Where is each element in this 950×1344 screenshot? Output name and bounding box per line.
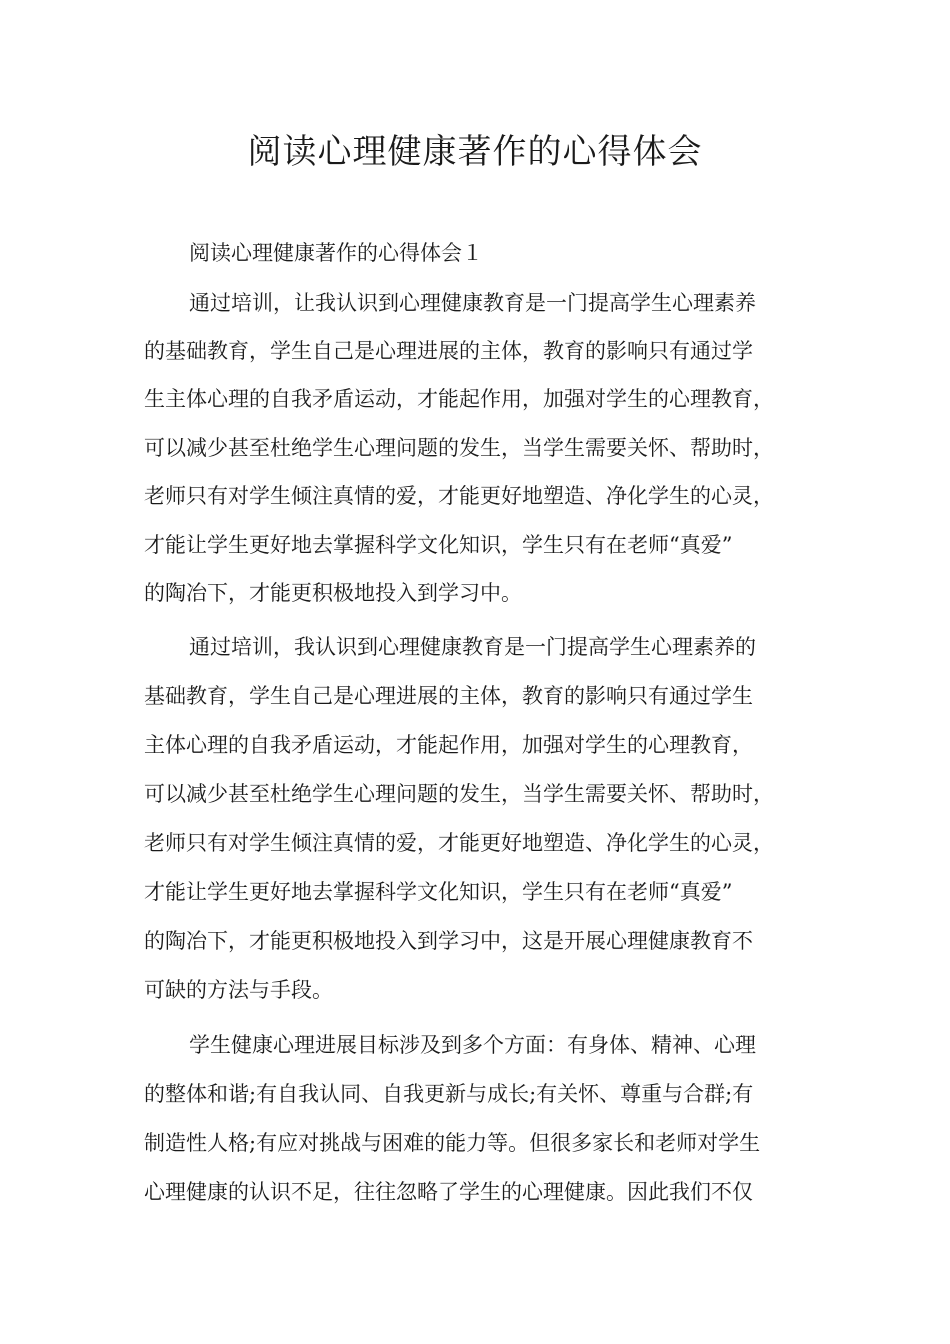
paragraph-2-line-4: 可以减少甚至杜绝学生心理问题的发生，当学生需要关怀、帮助时， — [144, 782, 774, 806]
paragraph-2-line-7: 的陶冶下，才能更积极地投入到学习中，这是开展心理健康教育不 — [144, 929, 753, 953]
paragraph-1-line-1: 通过培训，让我认识到心理健康教育是一门提高学生心理素养 — [189, 291, 756, 315]
paragraph-2-line-6: 才能让学生更好地去掌握科学文化知识，学生只有在老师“真爱” — [144, 880, 733, 904]
paragraph-2-line-8: 可缺的方法与手段。 — [144, 978, 333, 1002]
paragraph-3-line-2: 的整体和谐;有自我认同、自我更新与成长;有关怀、尊重与合群;有 — [144, 1082, 754, 1106]
paragraph-1-line-4: 可以减少甚至杜绝学生心理问题的发生，当学生需要关怀、帮助时， — [144, 436, 774, 460]
paragraph-2-line-5: 老师只有对学生倾注真情的爱，才能更好地塑造、净化学生的心灵， — [144, 831, 774, 855]
paragraph-3-line-3: 制造性人格;有应对挑战与困难的能力等。但很多家长和老师对学生 — [144, 1131, 761, 1155]
paragraph-1-line-6: 才能让学生更好地去掌握科学文化知识，学生只有在老师“真爱” — [144, 533, 733, 557]
paragraph-2-line-2: 基础教育，学生自己是心理进展的主体，教育的影响只有通过学生 — [144, 684, 753, 708]
section-heading: 阅读心理健康著作的心得体会１ — [189, 241, 483, 265]
paragraph-3-line-1: 学生健康心理进展目标涉及到多个方面：有身体、精神、心理 — [189, 1033, 756, 1057]
paragraph-1-line-3: 生主体心理的自我矛盾运动，才能起作用，加强对学生的心理教育， — [144, 387, 774, 411]
paragraph-1-line-2: 的基础教育，学生自己是心理进展的主体，教育的影响只有通过学 — [144, 339, 753, 363]
paragraph-3-line-4: 心理健康的认识不足，往往忽略了学生的心理健康。因此我们不仅 — [144, 1180, 753, 1204]
paragraph-1-line-7: 的陶冶下，才能更积极地投入到学习中。 — [144, 581, 522, 605]
paragraph-2-line-1: 通过培训，我认识到心理健康教育是一门提高学生心理素养的 — [189, 635, 756, 659]
paragraph-1-line-5: 老师只有对学生倾注真情的爱，才能更好地塑造、净化学生的心灵， — [144, 484, 774, 508]
paragraph-2-line-3: 主体心理的自我矛盾运动，才能起作用，加强对学生的心理教育， — [144, 733, 753, 757]
document-title: 阅读心理健康著作的心得体会 — [247, 132, 703, 172]
